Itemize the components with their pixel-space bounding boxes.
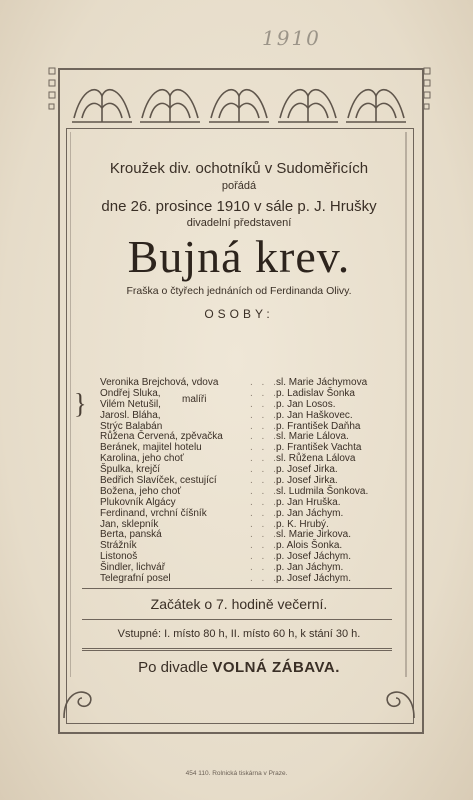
cast-heading: OSOBY: (204, 307, 274, 321)
cast-role: Božena, jeho choť (100, 485, 182, 497)
cast-actor: p. K. Hrubý. (276, 518, 329, 530)
cast-role: Jan, sklepník (100, 518, 159, 530)
cast-row (100, 411, 400, 422)
organizer-text: Kroužek div. ochotníků v Sudoměřicích (109, 160, 369, 177)
painters-brace: } (74, 387, 87, 420)
after-show-emphasis: VOLNÁ ZÁBAVA. (212, 659, 340, 676)
bottom-left-swirl (60, 682, 96, 722)
cast-actor: p. Josef Jirka. (276, 475, 338, 487)
cast-leader: . . . (250, 409, 279, 421)
cast-actor: p. Jan Jáchym. (276, 507, 344, 519)
cast-leader: . . . (250, 507, 279, 519)
cast-role: Ondřej Sluka, (100, 387, 161, 399)
printer-imprint: 454 110. Rolnická tiskárna v Praze. (185, 770, 288, 777)
corner-ornament-right (422, 66, 434, 110)
cast-actor: sl. Marie Jirkova. (276, 529, 352, 541)
cast-leader: . . . (250, 453, 279, 465)
cast-actor: p. Jan Haškovec. (276, 409, 353, 421)
presents-text: pořádá (221, 180, 257, 192)
cast-leader: . . . (250, 496, 279, 508)
cast-leader: . . . (250, 518, 279, 530)
start-time: Začátek o 7. hodině večerní. (150, 596, 328, 612)
header-ornament-band (66, 74, 412, 126)
cast-actor: p. František Vachta (276, 442, 362, 454)
cast-actor: p. Josef Jáchym. (276, 551, 352, 563)
after-show-prefix: Po divadle (138, 659, 209, 676)
cast-leader: . . . (250, 540, 279, 552)
cast-leader: . . . (250, 387, 279, 399)
cast-actor: sl. Marie Jáchymova (276, 377, 368, 388)
cast-role: Růžena Červená, zpěvačka (100, 431, 223, 443)
handwritten-year: 1910 (262, 26, 321, 50)
cast-actor: p. Jan Losos. (276, 398, 336, 410)
cast-list (100, 378, 400, 585)
cast-actor: p. Josef Jáchym. (276, 573, 352, 585)
cast-role: Ferdinand, vrchní číšník (100, 507, 207, 519)
divider-2 (82, 619, 392, 620)
cast-leader: . . . (250, 464, 279, 476)
cast-actor: p. Jan Hruška. (276, 496, 341, 508)
painters-label: malíři (182, 394, 207, 405)
cast-role: Listonoš (100, 551, 138, 563)
cast-leader: . . . (250, 573, 279, 585)
cast-role: Jarosl. Bláha, (100, 409, 161, 421)
cast-leader: . . . (250, 442, 279, 454)
cast-role: Berta, panská (100, 529, 162, 541)
header-block (74, 160, 404, 321)
cast-role: Strážník (100, 540, 137, 552)
cast-role: Strýc Balabán (100, 420, 163, 432)
after-show-line (74, 659, 404, 676)
divider-3b (82, 650, 392, 651)
cast-actor: sl. Růžena Lálova (276, 453, 356, 465)
performance-text: divadelní představení (186, 217, 292, 229)
divider-3 (82, 648, 392, 649)
cast-row (100, 574, 400, 585)
divider-1 (82, 588, 392, 589)
cast-role: Beránek, majitel hotelu (100, 442, 202, 454)
cast-role: Šindler, lichvář (100, 562, 166, 574)
cast-actor: sl. Ludmila Šonkova. (276, 485, 369, 497)
cast-actor: p. František Daňha (276, 420, 361, 432)
ticket-prices: Vstupné: I. místo 80 h, II. místo 60 h, k stání 30 h. (117, 628, 361, 640)
cast-actor: p. Jan Jáchym. (276, 562, 344, 574)
cast-leader: . . . (250, 529, 279, 541)
cast-leader: . . . (250, 398, 279, 410)
cast-actor: sl. Marie Lálova. (276, 431, 349, 443)
corner-ornament-left (47, 66, 59, 110)
date-line: dne 26. prosince 1910 v sále p. J. Hrušky (101, 198, 377, 215)
cast-role: Plukovník Algácy (100, 496, 176, 508)
cast-leader: . . . (250, 551, 279, 563)
cast-leader: . . . (250, 485, 279, 497)
cast-leader: . . . (250, 377, 279, 388)
cast-leader: . . . (250, 475, 279, 487)
cast-role: Karolina, jeho choť (100, 453, 184, 465)
bottom-right-swirl (382, 682, 418, 722)
cast-actor: p. Ladislav Šonka (276, 387, 355, 399)
cast-leader: . . . (250, 420, 279, 432)
cast-row (100, 509, 400, 520)
play-subtitle: Fraška o čtyřech jednáních od Ferdinanda Olivy. (126, 285, 352, 297)
cast-role: Veronika Brejchová, vdova (100, 377, 219, 388)
cast-role: Špulka, krejčí (100, 464, 161, 476)
cast-actor: p. Alois Šonka. (276, 540, 343, 552)
cast-leader: . . . (250, 562, 279, 574)
cast-role: Bedřich Slavíček, cestující (100, 475, 217, 487)
cast-role: Vilém Netušil, (100, 398, 161, 410)
cast-role: Telegrafní posel (100, 573, 171, 585)
cast-leader: . . . (250, 431, 279, 443)
cast-actor: p. Josef Jirka. (276, 464, 338, 476)
play-title: Bujná krev. (127, 231, 351, 282)
